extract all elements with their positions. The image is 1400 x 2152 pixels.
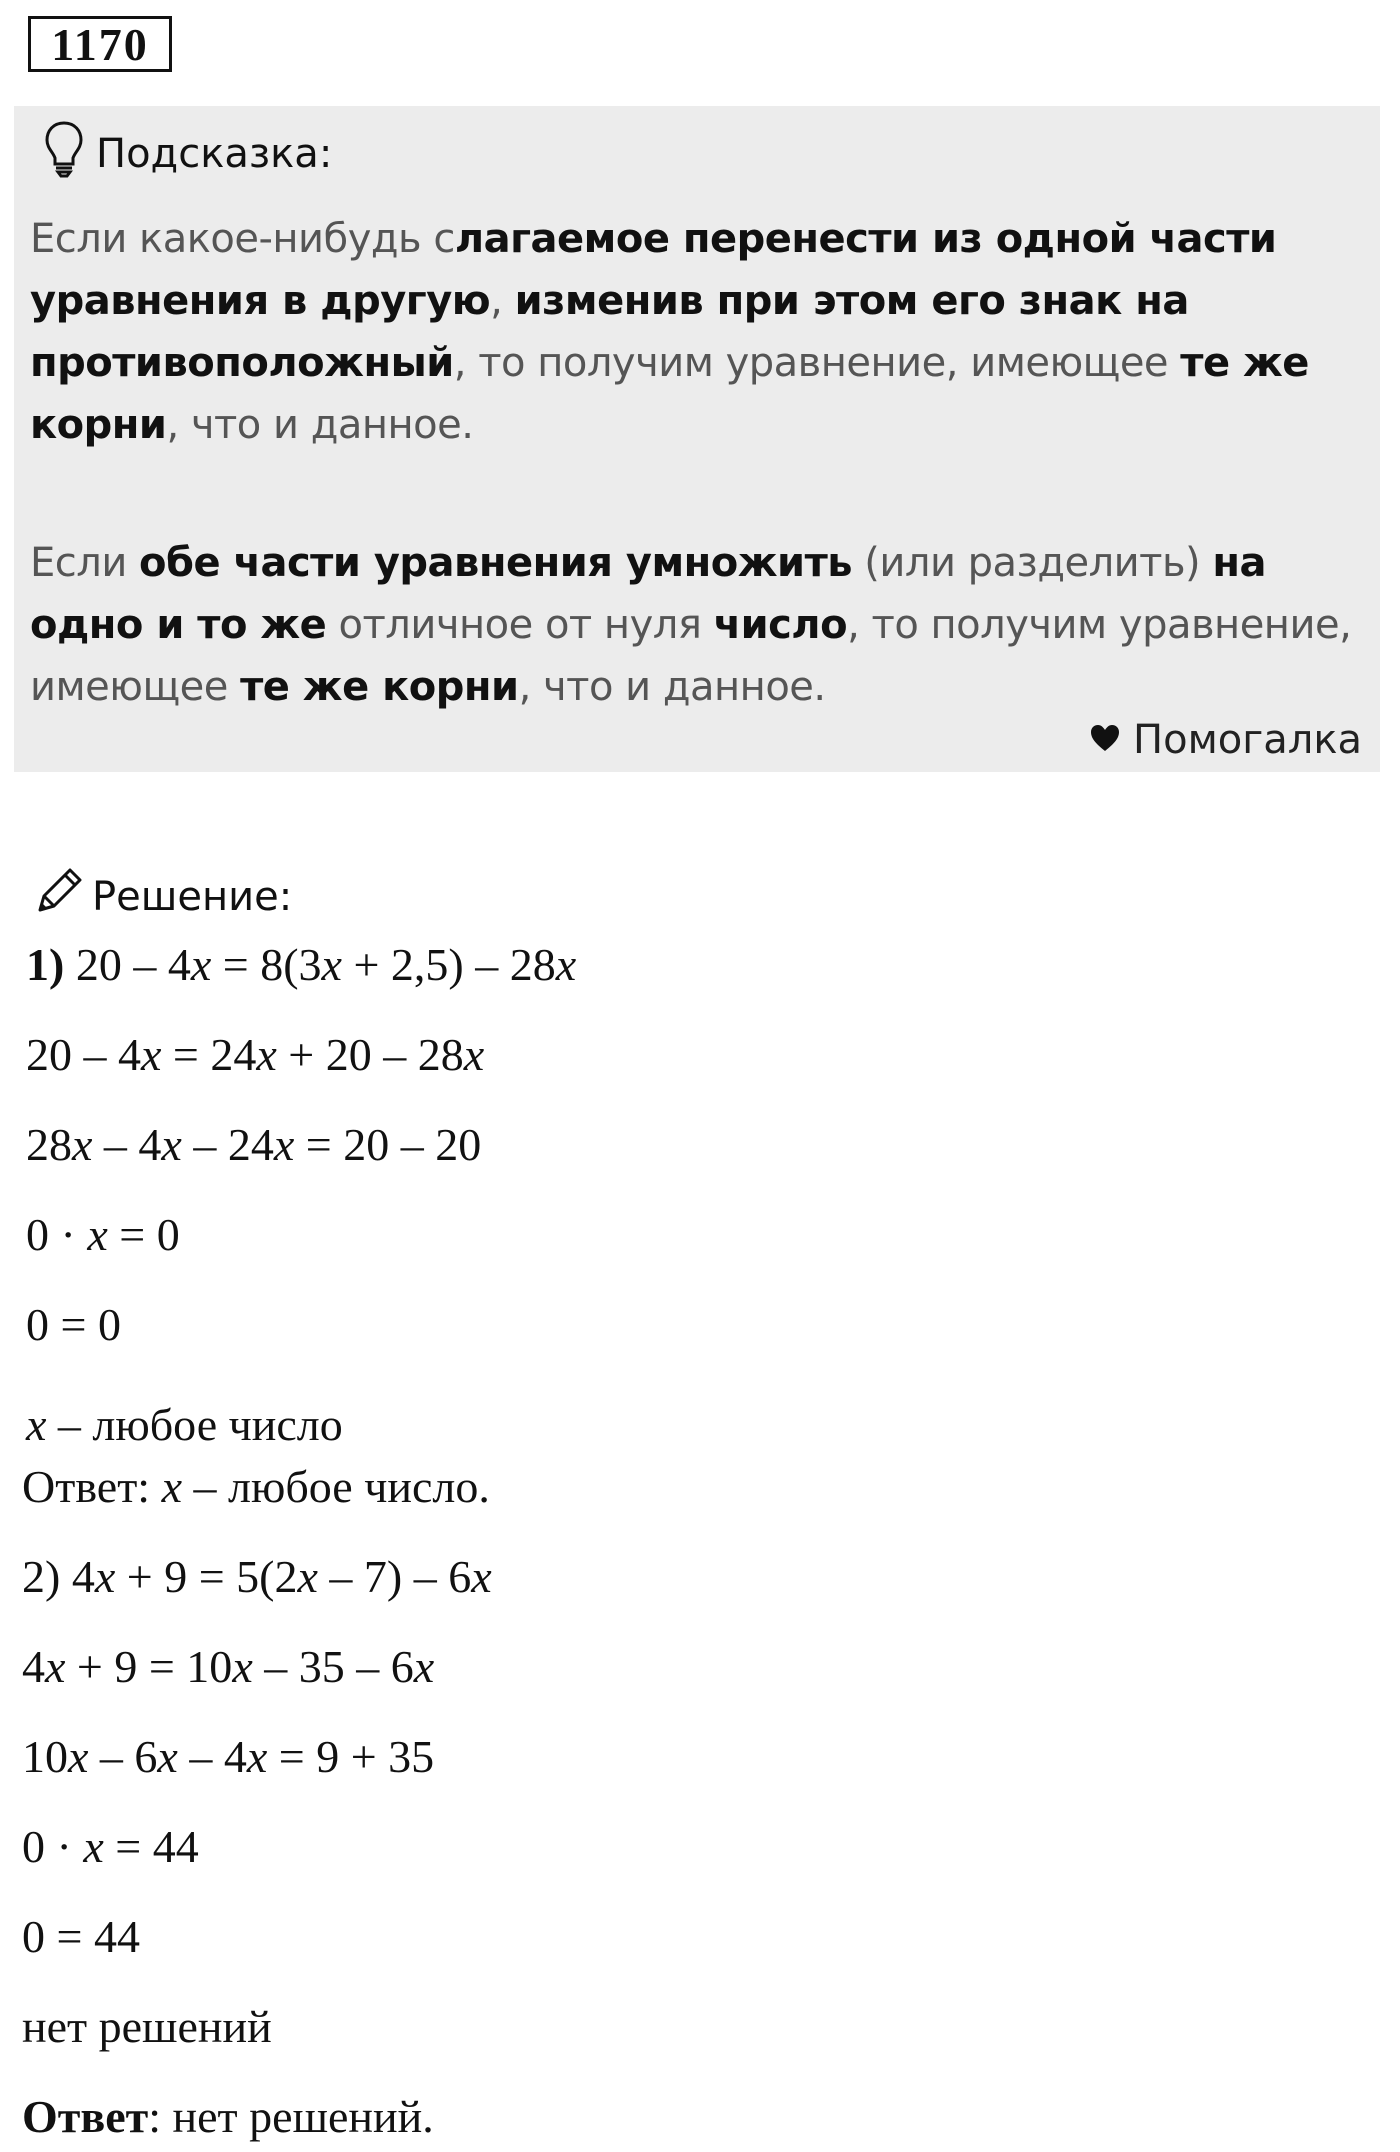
solution-line: 10x – 6x – 4x = 9 + 35 <box>22 1731 435 1782</box>
solution-line: Ответ: нет решений. <box>22 2091 434 2142</box>
heart-icon <box>1089 717 1121 763</box>
hint-p2-segment: отличное от нуля <box>326 602 714 648</box>
hint-p2-segment: , то получим уравнение, имеющее <box>30 602 1352 710</box>
solution-line: 0 · x = 44 <box>22 1821 199 1872</box>
pencil-icon <box>30 864 86 930</box>
solution-line: 2) 4x + 9 = 5(2x – 7) – 6x <box>22 1551 492 1602</box>
hint-p2-segment: число <box>713 602 848 648</box>
solution-line: Ответ: x – любое число. <box>22 1461 490 1512</box>
hint-paragraph-1 <box>30 208 1366 456</box>
hint-p1-segment: лагаемое перенести из одной части уравнения в другую <box>30 216 1277 324</box>
solution-line: 1) 20 – 4x = 8(3x + 2,5) – 28x <box>26 939 577 990</box>
hint-p1-segment: изменив при этом его знак на противоположный <box>30 278 1189 386</box>
hint-p2-segment: те же корни <box>240 664 519 710</box>
solution-line: 28x – 4x – 24x = 20 – 20 <box>26 1119 482 1170</box>
credit <box>1089 708 1362 772</box>
solution-line: нет решений <box>22 2001 272 2052</box>
solution-line: 0 = 0 <box>26 1299 121 1350</box>
hint-p2-segment: (или разделить) <box>852 540 1213 586</box>
hint-box <box>14 106 1380 772</box>
solution-line: 20 – 4x = 24x + 20 – 28x <box>26 1029 485 1080</box>
solution-line: 0 · x = 0 <box>26 1209 180 1260</box>
hint-p2-segment: Если <box>30 540 140 586</box>
hint-title: Подсказка: <box>96 131 333 177</box>
hint-p2-segment: , что и данное. <box>518 664 826 710</box>
solution-header <box>30 864 292 930</box>
hint-p1-segment: те же корни <box>30 340 1309 448</box>
lightbulb-icon <box>44 120 84 188</box>
hint-p1-segment: Если какое-нибудь с <box>30 216 455 262</box>
task-number: 1170 <box>28 16 172 72</box>
solution-line: x – любое число <box>26 1399 343 1450</box>
solution-line: 4x + 9 = 10x – 35 – 6x <box>22 1641 435 1692</box>
hint-paragraph-2 <box>30 532 1366 718</box>
hint-header <box>44 120 332 188</box>
solution-line: 0 = 44 <box>22 1911 140 1962</box>
hint-p1-segment: , то получим уравнение, имеющее <box>453 340 1181 386</box>
hint-p1-segment: , что и данное. <box>166 402 474 448</box>
hint-p2-segment: на одно и то же <box>30 540 1266 648</box>
credit-label: Помогалка <box>1133 717 1362 763</box>
hint-p2-segment: обе части уравнения умножить <box>139 540 853 586</box>
hint-p1-segment: , <box>490 278 515 324</box>
solution-title: Решение: <box>92 874 293 920</box>
